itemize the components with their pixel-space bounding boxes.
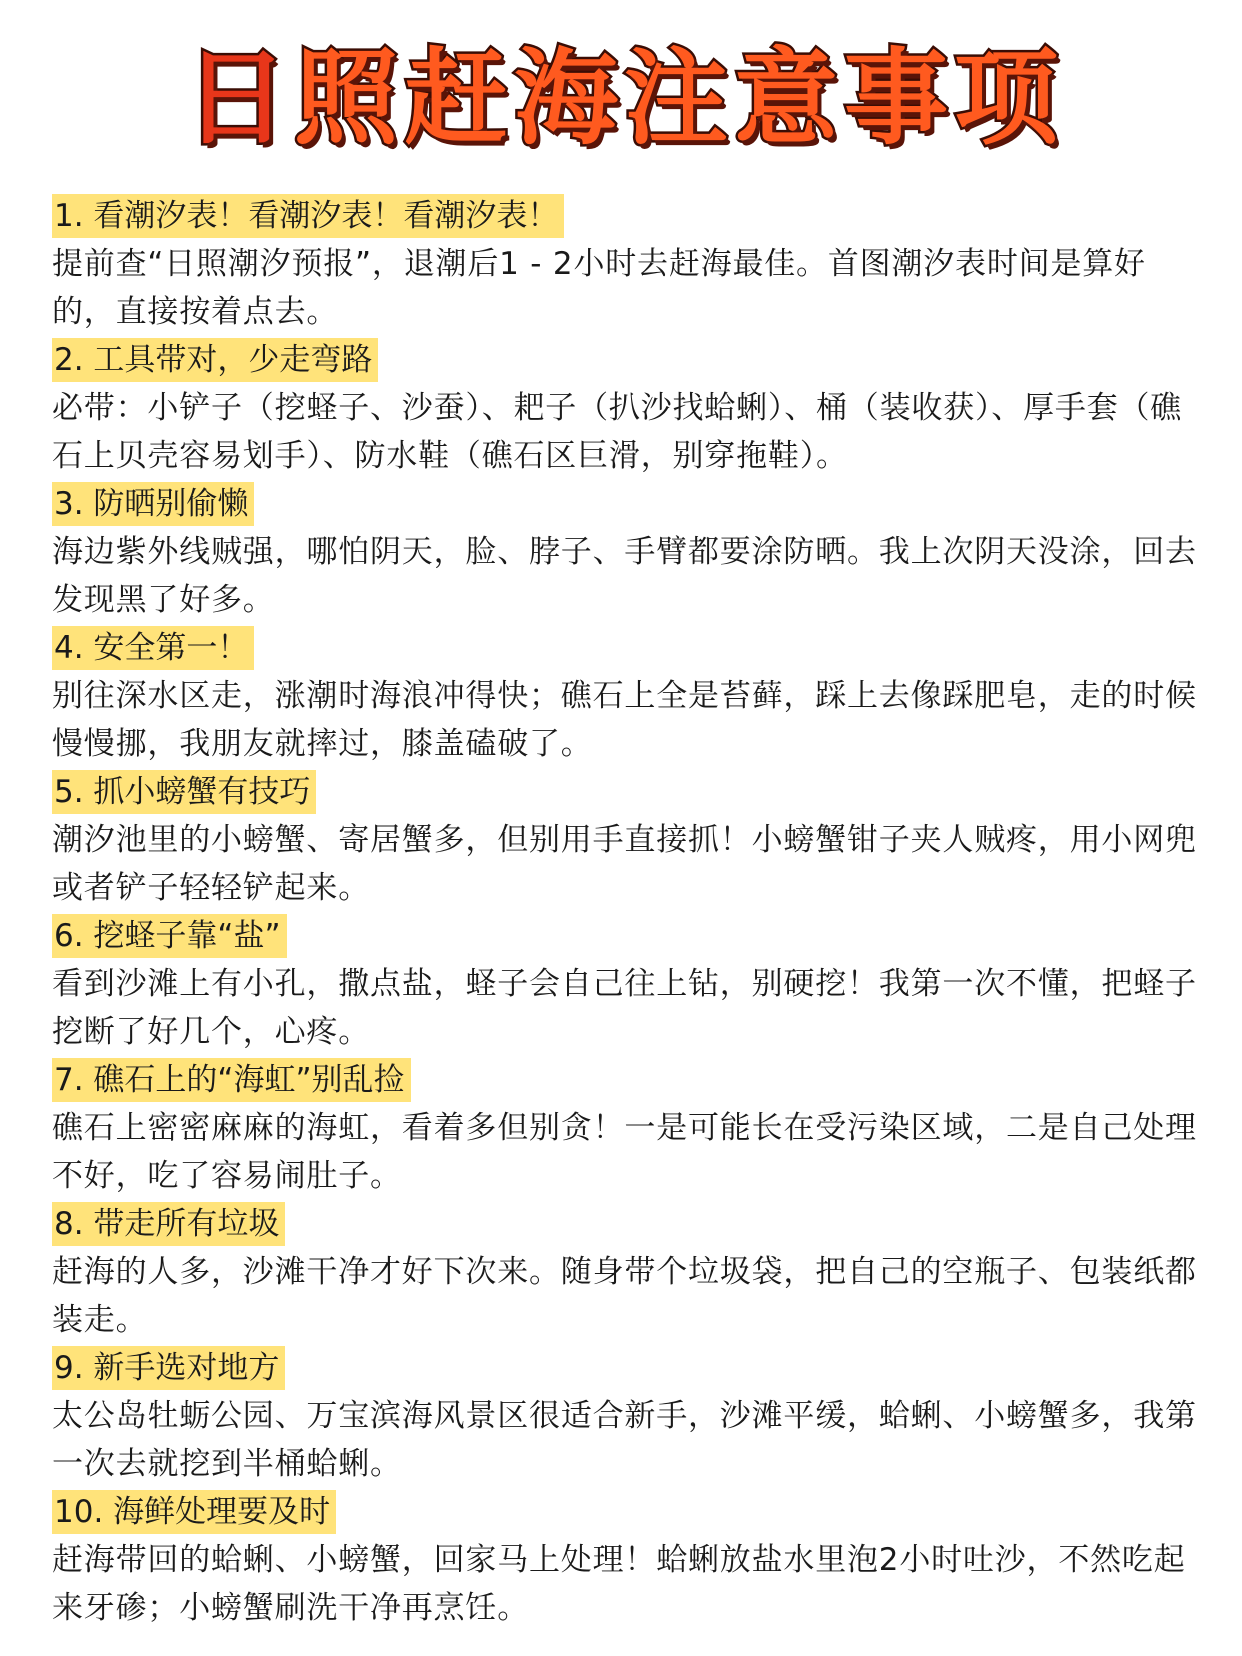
tip-item-3: [52, 480, 1202, 624]
tip-item-9: [52, 1344, 1202, 1488]
tip-item-2: [52, 336, 1202, 480]
page-title: [0, 38, 1242, 158]
tip-body: 赶海带回的蛤蜊、小螃蟹，回家马上处理！蛤蜊放盐水里泡2小时吐沙，不然吃起来牙碜；小螃蟹刷洗干净再烹饪。: [52, 1542, 1186, 1626]
tip-heading: 1. 看潮汐表！看潮汐表！看潮汐表！: [52, 194, 564, 238]
tip-heading: 3. 防晒别偷懒: [52, 482, 254, 526]
tip-body: 太公岛牡蛎公园、万宝滨海风景区很适合新手，沙滩平缓，蛤蜊、小螃蟹多，我第一次去就挖到半桶蛤蜊。: [52, 1398, 1197, 1482]
tip-item-6: [52, 912, 1202, 1056]
tip-heading: 9. 新手选对地方: [52, 1346, 285, 1390]
title-char: 注: [624, 37, 729, 159]
title-char: 日: [183, 37, 288, 159]
tip-item-10: [52, 1488, 1202, 1632]
tip-body: 潮汐池里的小螃蟹、寄居蟹多，但别用手直接抓！小螃蟹钳子夹人贼疼，用小网兜或者铲子轻轻铲起来。: [52, 822, 1197, 906]
tip-body: 提前查“日照潮汐预报”，退潮后1 - 2小时去赶海最佳。首图潮汐表时间是算好的，直接按着点去。: [52, 246, 1146, 330]
tip-heading: 2. 工具带对，少走弯路: [52, 338, 378, 382]
tip-body: 看到沙滩上有小孔，撒点盐，蛏子会自己往上钻，别硬挖！我第一次不懂，把蛏子挖断了好几个，心疼。: [52, 966, 1197, 1050]
title-char: 赶: [403, 37, 508, 159]
tip-body: 海边紫外线贼强，哪怕阴天，脸、脖子、手臂都要涂防晒。我上次阴天没涂，回去发现黑了好多。: [52, 534, 1197, 618]
tip-item-1: [52, 192, 1202, 336]
tip-heading: 7. 礁石上的“海虹”别乱捡: [52, 1058, 411, 1102]
title-char: 意: [734, 37, 839, 159]
title-char: 项: [954, 37, 1059, 159]
tips-list: [52, 192, 1202, 1632]
tip-body: 礁石上密密麻麻的海虹，看着多但别贪！一是可能长在受污染区域，二是自己处理不好，吃了容易闹肚子。: [52, 1110, 1197, 1194]
tip-body: 赶海的人多，沙滩干净才好下次来。随身带个垃圾袋，把自己的空瓶子、包装纸都装走。: [52, 1254, 1197, 1338]
title-char: 海: [513, 37, 618, 159]
tip-heading: 10. 海鲜处理要及时: [52, 1490, 336, 1534]
tip-heading: 6. 挖蛏子靠“盐”: [52, 914, 287, 958]
tip-heading: 8. 带走所有垃圾: [52, 1202, 285, 1246]
tip-heading: 4. 安全第一！: [52, 626, 254, 670]
tip-item-7: [52, 1056, 1202, 1200]
tip-item-5: [52, 768, 1202, 912]
title-char: 照: [293, 37, 398, 159]
title-char: 事: [844, 37, 949, 159]
tip-item-8: [52, 1200, 1202, 1344]
tip-heading: 5. 抓小螃蟹有技巧: [52, 770, 316, 814]
tip-body: 必带：小铲子（挖蛏子、沙蚕）、耙子（扒沙找蛤蜊）、桶（装收获）、厚手套（礁石上贝壳容易划手）、防水鞋（礁石区巨滑，别穿拖鞋）。: [52, 390, 1183, 474]
tip-item-4: [52, 624, 1202, 768]
tip-body: 别往深水区走，涨潮时海浪冲得快；礁石上全是苔藓，踩上去像踩肥皂，走的时候慢慢挪，我朋友就摔过，膝盖磕破了。: [52, 678, 1197, 762]
